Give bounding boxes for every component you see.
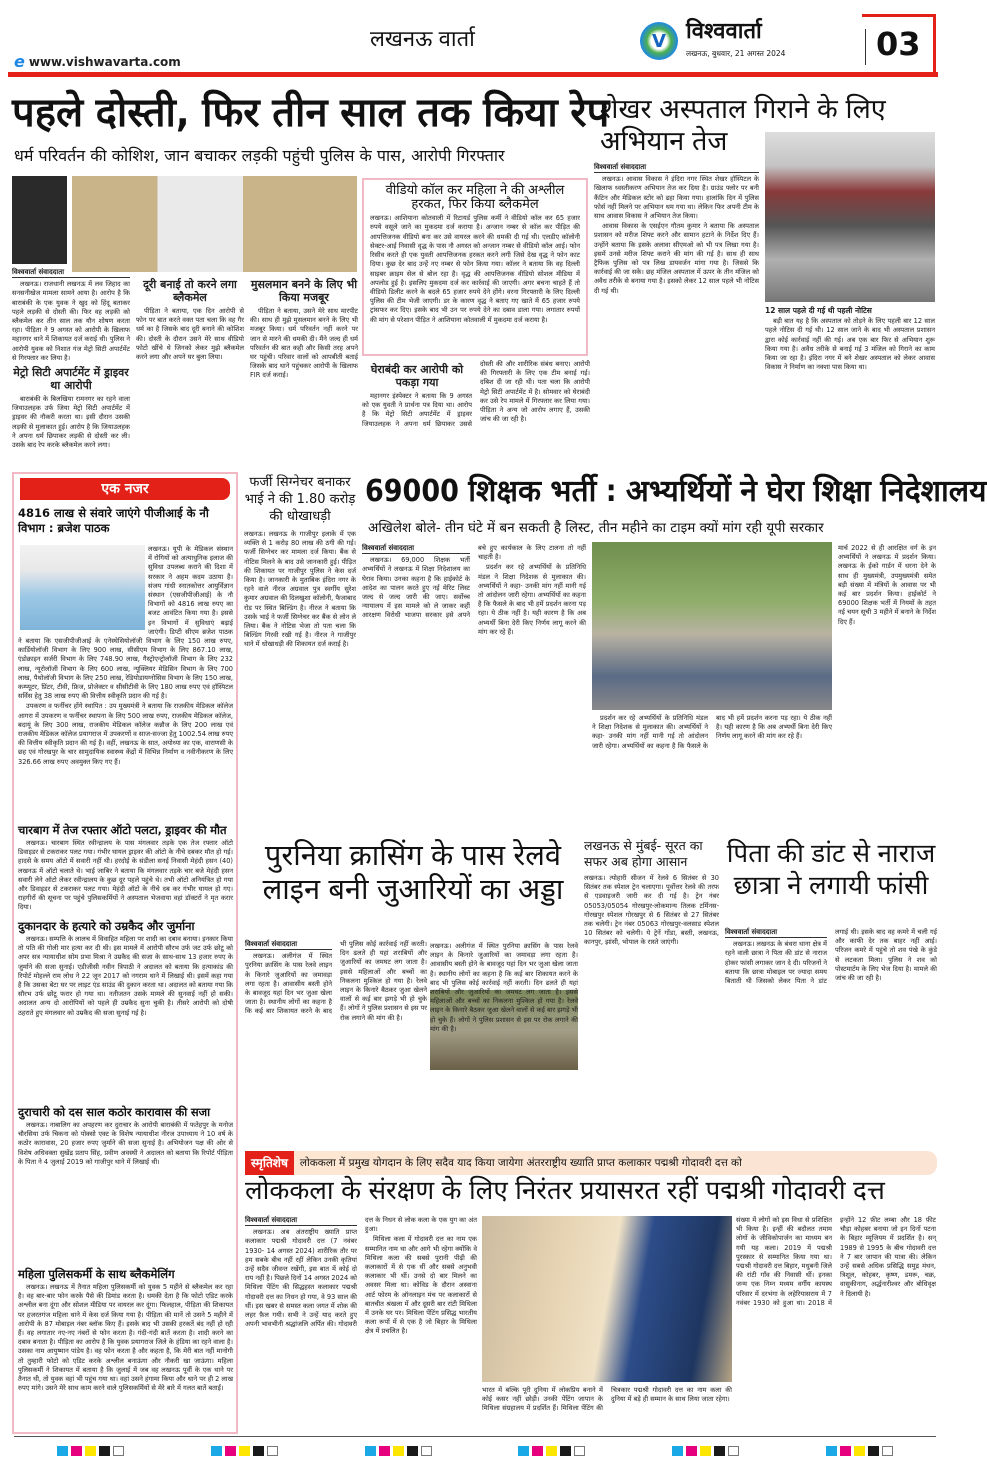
smriti-banner <box>245 1151 937 1175</box>
headline: 69000 शिक्षक भर्ती : अभ्यर्थियों ने घेरा शिक्षा निदेशालय <box>365 474 987 509</box>
brief-mahila: महिला पुलिसकर्मी के साथ ब्लैकमेलिंग लखनऊ। लखनऊ में तैनात महिला पुलिसकर्मी को युवक 5 महीने से ब्लैकमेल कर रहा है। वह बार-बार फोन करके पैसे की डिमांड करता है। धमकी देता है कि फोटो एडिट करके अश्लील बना दूंगा और सोशल मीडिया पर वायरल कर दूंगा। फिलहाल, पीड़िता की शिकायत पर हजरतगंज महिला थाने में केस दर्ज किया गया है। पीड़िता की मानें तो उसने 5 महीने में आरोपी के 87 मोबाइल नंबर ब्लॉक किए हैं। इसके बाद भी उसकी हरकतें बंद नहीं हो रही हैं। वह लगातार नए-नए नंबरों से फोन करता है। गंदी-गंदी बातें करता है। शादी करने का दबाव बनाता है। पीड़िता का आरोप है कि युवक प्रयागराज जिले के हंडिया का रहने वाला है। उसका नाम आयुष्मान पांडेय है। वह फोन करता है और कहता है, कि मेरी बात नहीं मानोगी तो तुम्हारी फोटो को एडिट करके अश्लील बनाऊंगा और नौकरी खा जाऊंगा। महिला पुलिसकर्मी ने शिकायत में बताया है कि जुलाई में जब वह लखनऊ पूर्वी के एक थाने पर तैनात थी, तो युवक वहां भी पहुंच गया था। वहां उसने हंगामा किया और थाने पर ही 2 लाख रुपए मांगे। उसने मेरे साथ काम करने वाले पुलिसकर्मियों से मेरे बारे में गलत बातें बताईं। <box>18 1267 233 1393</box>
headline: लखनऊ से मुंबई- सूरत का सफर अब होगा आसान <box>584 838 703 869</box>
story-body: प्रदर्शन कर रहे अभ्यर्थियों के प्रतिनिधि मंडल ने शिक्षा निदेशक से मुलाकात की। अभ्यर्थियों ने कहा- उनकी मांग नहीं मानी गई तो आंदोलन जारी रहेगा। अभ्यर्थियों का कहना है कि फैसले के बाद भी हमें प्रदर्शन करना पड़ रहा। ये ठीक नहीं है। यही कारण है कि अब अभ्यर्थी बिना देरी किए निर्णय लागू करने की मांग कर रहे हैं। <box>592 714 832 750</box>
section-title: लखनऊ वार्ता <box>370 27 475 52</box>
story-body: लखनऊ। लखनऊ के गाजीपुर इलाके में एक व्यक्ति से 1 करोड़ 80 लाख की ठगी की गई। फर्जी सिग्नेचर कर मामला दर्ज किया। बैंक से नोटिस मिलने के बाद उसे जानकारी हुई। पीड़ित की शिकायत पर गाजीपुर पुलिस ने केस दर्ज किया है। जानकारी के मुताबिक इंदिरा नगर के रहने वाले नीरज अग्रवाल पुत्र स्वर्गीय सुरेश कुमार अग्रवाल की दिलखुशा कॉलोनी, फैजाबाद रोड पर स्थित बिल्डिंग है। नीरज ने बताया कि उसके भाई ने फर्जी सिग्नेचर कर बैंक से लोन ले लिया। बैंक ने नोटिस भेजा तो पता चला कि बिल्डिंग गिरवी रखी गई है। नीरज ने गाजीपुर थाने में धोखाधड़ी की शिकायत दर्ज कराई है। <box>244 530 356 649</box>
headline: 4816 लाख से संवारे जाएंगे पीजीआई के नौ विभाग : ब्रजेश पाठक <box>18 506 209 535</box>
story-body: विश्ववार्ता संवाददाता लखनऊ। लखनऊ के बंथरा थाना क्षेत्र में रहने वाली छात्रा ने पिता की डांट से नाराज होकर फांसी लगाकर जान दे दी। परिजनों ने बताया कि छात्रा मोबाइल पर ज्यादा समय बिताती थी जिसको लेकर पिता ने डांट लगाई थी। इसके बाद वह कमरे में चली गई और काफी देर तक बाहर नहीं आई। परिजन कमरे में पहुंचे तो शव पंखे के कुंडे से लटकता मिला। पुलिस ने शव को पोस्टमार्टम के लिए भेज दिया है। मामले की जांच की जा रही है। <box>725 928 937 986</box>
story-body: घेराबंदी कर आरोपी को पकड़ा गया महानगर इंस्पेक्टर ने बताया कि 9 अगस्त को एक युवती ने प्रार्थना पत्र दिया था। आरोप है कि मेट्रो सिटी अपार्टमेंट में ड्राइवर जियाउलहक ने अपना धर्म छिपाकर उससे दोस्ती की और शारीरिक संबंध बनाए। आरोपी की गिरफ्तारी के लिए एक टीम बनाई गई। दबिश दी जा रही थी। पता चला कि आरोपी मेट्रो सिटी अपार्टमेंट में है। सोमवार को घेराबंदी कर उसे रेप मामले में गिरफ्तार कर लिया गया। पीड़िता ने अन्य जो आरोप लगाए हैं, उसकी जांच की जा रही है। <box>362 360 590 428</box>
website[interactable]: e www.vishwavarta.com <box>14 52 181 71</box>
headline: फर्जी सिग्नेचर बनाकर भाई ने की 1.80 करोड़ की धोखाधड़ी <box>244 475 356 524</box>
subheadline: धर्म परिवर्तन की कोशिश, जान बचाकर लड़की पहुंची पुलिस के पास, आरोपी गिरफ्तार <box>14 146 505 165</box>
dateline: लखनऊ, बुधवार, 21 अगस्त 2024 <box>686 49 786 58</box>
cmyk-mark <box>518 1446 585 1456</box>
story-body: लखनऊ। त्योहारी सीजन में रेलवे 6 सितंबर से 30 सितंबर तक स्पेशल ट्रेन चलाएगा। पूर्वोत्तर रेलवे की तरफ से एडवाइजरी जारी कर दी गई है। ट्रेन नंबर 05053/05054 गोरखपुर-लोकमान्य तिलक टर्मिनस-गोरखपुर स्पेशल गोरखपुर से 6 सितंबर से 27 सितंबर तक चलेगी। ट्रेन नंबर 05063 गोरखपुर-वलसाड स्पेशल 10 सितंबर को चलेगी। ये ट्रेनें गोंडा, बस्ती, लखनऊ, कानपुर, झांसी, भोपाल के रास्ते जाएंगी। <box>584 874 719 947</box>
story-body: 12 साल पहले दी गई थी पहली नोटिस बड़ी बात यह है कि अस्पताल को तोड़ने के लिए पहली बार 12 साल पहले नोटिस दी गई थी। 12 साल जाने के बाद भी अस्पताल प्रशासन द्वारा कोई कार्रवाई नहीं की गई। अब एक बार फिर से अभियान शुरू किया गया है। अवैध तरीके से बनाई गई 3 मंजिल को गिराने का काम किया जा रहा है। इंदिरा नगर में बने शेखर अस्पताल को लेकर आवास विकास ने निर्माण का नक्शा पास किया था। <box>765 306 935 372</box>
story-body: विश्ववार्ता संवाददाता लखनऊ। अलीगंज में स्थित पुरनिया क्रासिंग के पास रेलवे लाइन के किनारे जुआरियों का जमावड़ा लगा रहता है। आवासीय बस्ती होने के बावजूद यहां दिन भर जुआ खेला जाता है। स्थानीय लोगों का कहना है कि कई बार शिकायत करने के बाद भी पुलिस कोई कार्रवाई नहीं करती। दिन ढलते ही यहां शराबियों और जुआरियों का जमघट लग जाता है। इससे महिलाओं और बच्चों का निकलना मुश्किल हो गया है। रेलवे लाइन के किनारे बैठकर जुआ खेलने वालों से कई बार झगड़े भी हो चुके हैं। लोगों ने पुलिस प्रशासन से इस पर रोक लगाने की मांग की है। <box>245 940 427 1022</box>
photo-police-accused <box>72 176 357 272</box>
print-registration-marks <box>14 1446 936 1456</box>
cmyk-mark <box>672 1446 739 1456</box>
story-body: लखनऊ। अलीगंज में स्थित पुरनिया क्रासिंग के पास रेलवे लाइन के किनारे जुआरियों का जमावड़ा लगा रहता है। आवासीय बस्ती होने के बावजूद यहां दिन भर जुआ खेला जाता है। स्थानीय लोगों का कहना है कि कई बार शिकायत करने के बाद भी पुलिस कोई कार्रवाई नहीं करती। दिन ढलते ही यहां शराबियों और जुआरियों का जमघट लग जाता है। इससे महिलाओं और बच्चों का निकलना मुश्किल हो गया है। रेलवे लाइन के किनारे बैठकर जुआ खेलने वालों से कई बार झगड़े भी हो चुके हैं। लोगों ने पुलिस प्रशासन से इस पर रोक लगाने की मांग की है। <box>430 942 578 1033</box>
story-body: मार्च 2022 से ही आरक्षित वर्ग के इन अभ्यर्थियों ने लखनऊ में प्रदर्शन किया। लखनऊ के ईको गार्डन में धरना देने के साथ ही मुख्यमंत्री, उपमुख्यमंत्री समेत बड़ी संख्या में मंत्रियों के आवास पर भी कई बार प्रदर्शन किया। हाईकोर्ट ने 69000 शिक्षक भर्ती में नियमों के तहत नई चयन सूची 3 महीने में बनाने के निर्देश दिए हैं। <box>838 544 936 626</box>
cmyk-mark <box>211 1446 278 1456</box>
brief-dukandar: दुकानदार के हत्यारे को उम्रकैद और जुर्माना लखनऊ। सम्पत्ति के लालच में विवाहित महिला पर शादी का दबाव बनाया। इनकार किया तो पति की गोली मार हत्या कर दी थी। इस मामले में आरोपी सौरभ उर्फ जट उर्फ छोटू को अपर सत्र न्यायाधीश सोम प्रभा मिश्रा ने उम्रकैद की सजा के साथ-साथ 13 हजार रुपए के जुर्माने की सजा सुनाई। एडीजीसी नवीन त्रिपाठी ने अदालत को बताया कि हत्याकांड की रिपोर्ट मोहल्ले राम लोध ने 22 जून 2017 को नगराम थाने में लिखाई थी। इसमें कहा गया है कि उसका बेटा घर पर लाइट एंड साउंड की दुकान करता था। अदालत को बताया गया कि सौरभ उर्फ छोटू फरार हो गया था। नतीजतन उसके मामले की सुनवाई नहीं हो सकी। अदालत अन्य दो आरोपियों को पहले ही उम्रकैद सुना चुकी है। तीसरे आरोपी को दोषी ठहराते हुए मंगलवार को उम्रकैद की सजा सुनाई गई है। <box>18 919 233 1017</box>
headline: लोककला के संरक्षण के लिए निरंतर प्रयासरत रहीं पद्मश्री गोदावरी दत्त <box>245 1176 885 1206</box>
header-rule <box>8 72 938 77</box>
headline: शेखर अस्पताल गिराने के लिए अभियान तेज <box>600 94 886 157</box>
story-body: लखनऊ। यूपी के मेडिकल संस्थान में रोगियों को अत्याधुनिक इलाज की सुविधा उपलब्ध कराने की दिशा में सरकार ने अहम कदम उठाया है। संजय गांधी स्नातकोत्तर आयुर्विज्ञान संस्थान (एसजीपीजीआई) के नौ विभागों को 4816 लाख रुपए का बजट आवंटित किया गया है। इससे इन विभागों में सुविधाएं बढ़ाई जाएंगी। डिप्टी सीएम ब्रजेश पाठक ने बताया कि एसजीपीजीआई के एनेस्थेसियोलॉजी विभाग के लिए 150 लाख रुपए, कार्डियोलॉजी विभाग के लिए 900 लाख, सीसीएम विभाग के लिए 867.10 लाख, एंडोक्राइन सर्जरी विभाग के लिए 748.90 लाख, गैस्ट्रोएन्ट्रोलॉजी विभाग के लिए 232 लाख, न्यूरोलॉजी विभाग के लिए 600 लाख, न्यूक्लियर मेडिसिन विभाग के लिए 700 लाख, पैथोलॉजी विभाग के लिए 250 लाख, रेडियोडायग्नोसिस विभाग के लिए 150 लाख, कम्प्यूटर, प्रिंटर, टीवी, फ्रिज, प्रोजेक्टर व सीसीटीवी के लिए 180 लाख रुपए एवं हॉस्पिटल सर्विस हेतु 38 लाख रुपए की वित्तीय स्वीकृति प्रदान की गई है। उपकरण व फर्नीचर होंगे स्थापित : उप मुख्यमंत्री ने बताया कि राजकीय मेडिकल कॉलेज आगरा में उपकरण व फर्नीचर स्थापना के लिए 500 लाख रुपए, राजकीय मेडिकल कॉलेज, बदायूं के लिए 300 लाख, राजकीय मेडिकल कॉलेज कन्नौज के लिए 200 लाख एवं राजकीय मेडिकल कॉलेज प्रयागराज में उपकरणों व साज-सज्जा हेतु 1002.54 लाख रुपए की वित्तीय स्वीकृति प्रदान की गई है। वहीं, लखनऊ के सात, अयोध्या का एक, वाराणसी के छह एवं गोरखपुर के चार सामुदायिक स्वास्थ्य केंद्रों में विभिन्न निर्माण व नवीनीकरण के लिए 326.66 लाख रुपए अवमुक्त किए गए हैं। <box>18 545 233 766</box>
browser-icon: e <box>14 52 25 71</box>
masthead-logo: V <box>640 22 678 60</box>
photo-godavari-dutt <box>482 1216 732 1382</box>
photo-protest <box>592 542 832 710</box>
kicker: लोककला में प्रमुख योगदान के लिए सदैव याद किया जायेगा अंतरराष्ट्रीय ख्याति प्राप्त कलाकार पद्मश्री गोदावरी दत्त को <box>299 1157 742 1169</box>
brand-name: विश्ववार्ता <box>686 19 762 44</box>
cmyk-mark <box>57 1446 124 1456</box>
brief-charbagh: चारबाग में तेज रफ्तार ऑटो पलटा, ड्राइवर की मौत लखनऊ। चारबाग स्थित रवीन्द्रालय के पास मंगलवार तड़के एक तेज रफ्तार ऑटो डिवाइडर से टकराकर पलट गया। गंभीर घायल ड्राइवर की ऑटो के नीचे दबकर मौत हो गई। हादसे के समय ऑटो में सवारी नहीं थी। हरदोई के संडीला सनई निवासी मेहंदी हसन (40) लखनऊ में ऑटो चलाते थे। भाई जाबिर ने बताया कि मंगलवार तड़के चार बजे मेहंदी हसन सवारी लेने ऑटो लेकर रवीन्द्रालय के कुछ दूर पहले पहुंचे थे। तभी ऑटो अनियंत्रित हो गया और डिवाइडर से टकराकर पलट गया। मेहंदी ऑटो के नीचे दब कर गंभीर घायल हो गए। राहगीरों की सूचना पर पहुंचे पुलिसकर्मियों ने अस्पताल भेजवाया वहां डॉक्टरों ने मृत करार दिया। <box>18 823 233 912</box>
story-body: विश्ववार्ता संवाददाता लखनऊ। 69,000 शिक्षक भर्ती अभ्यर्थियों ने लखनऊ में शिक्षा निदेशालय का घेराव किया। उनका कहना है कि हाईकोर्ट के आदेश का पालन करते हुए नई मेरिट लिस्ट जल्द से जल्द जारी की जाए। सर्वोच्च न्यायालय में इस मामले को ले जाकर कहीं आरक्षण विरोधी भाजपा सरकार इसे अपने बचे हुए कार्यकाल के लिए टालना तो नहीं चाहती है। प्रदर्शन कर रहे अभ्यर्थियों के प्रतिनिधि मंडल ने शिक्षा निदेशक से मुलाकात की। अभ्यर्थियों ने कहा- उनकी मांग नहीं मानी गई तो आंदोलन जारी रहेगा। अभ्यर्थियों का कहना है कि फैसले के बाद भी हमें प्रदर्शन करना पड़ रहा। ये ठीक नहीं है। यही कारण है कि अब अभ्यर्थी बिना देरी किए निर्णय लागू करने की मांग कर रहे हैं। <box>362 544 586 636</box>
story-body: विश्ववार्ता संवाददाता लखनऊ। राजधानी लखनऊ में लव जिहाद का सनसनीखेज मामला सामने आया है। आरोप है कि बाराबंकी के एक युवक ने खुद को हिंदू बताकर पहले लड़की से दोस्ती की। फिर वह लड़की को ब्लैकमेल कर तीन साल तक यौन शोषण करता रहा। पीड़िता ने 9 अगस्त को आरोपी के खिलाफ महानगर थाने में शिकायत दर्ज कराई थी। पुलिस ने आरोपी युवक को निशात गंज मेट्रो सिटी अपार्टमेंट से गिरफ्तार कर लिया है। मेट्रो सिटी अपार्टमेंट में ड्राइवर था आरोपी बाराबंकी के बिलखिया रामनगर का रहने वाला जियाउलहक उर्फ जिया मेट्रो सिटी अपार्टमेंट में ड्राइवर की नौकरी करता था। इसी दौरान उसकी लड़की से मुलाकात हुई। आरोप है कि जियाउलहक ने अपना धर्म छिपाकर लड़की से दोस्ती कर ली। उसके बाद रेप करके ब्लैकमेल करने लगा। <box>12 268 130 450</box>
brief-durachari: दुराचारी को दस साल कठोर कारावास की सजा लखनऊ। नाबालिग का अपहरण कर दुराचार के आरोपी बाराबंकी में फतेहपुर के मनोज चौरसिया उर्फ चिकना को पोक्सो एक्ट के विशेष न्यायाधीश नीरज उपाध्याय ने 10 वर्ष के कठोर कारावास, 20 हजार रुपए जुर्माने की सजा सुनाई है। अभियोजन पक्ष की ओर से विशेष अधिवक्ता सुखेंद्र प्रताप सिंह, प्रवीण अवस्थी ने अदालत को बताया कि रिपोर्ट पीड़िता के पिता ने 4 जुलाई 2019 को गाजीपुर थाने में लिखाई थी। <box>18 1105 233 1166</box>
headline: पुरनिया क्रासिंग के पास रेलवे लाइन बनी जुआरियों का अड्डा <box>262 838 564 906</box>
headline: पिता की डांट से नाराज छात्रा ने लगायी फांसी <box>726 839 936 901</box>
subheadline: अखिलेश बोले- तीन घंटे में बन सकती है लिस्ट, तीन महीने का टाइम क्यों मांग रही यूपी सरकार <box>368 520 824 536</box>
footer-rule <box>14 1436 936 1437</box>
cmyk-mark <box>365 1446 432 1456</box>
smriti-tag: स्मृतिशेष <box>245 1151 294 1175</box>
page-number-box <box>862 14 936 74</box>
photo-shekhar-hospital <box>765 132 935 302</box>
ek-nazar-label: एक नजर <box>20 478 230 500</box>
video-call-box: वीडियो कॉल कर महिला ने की अश्लील हरकत, फिर किया ब्लैकमेल लखनऊ। आशियाना कोतवाली में रिटायर्ड पुलिस कर्मी ने वीडियो कॉल कर 65 हजार रुपये वसूले जाने का मुकदमा दर्ज कराया है। अन्जान नम्बर से कॉल कर पीड़ित की आपत्तिजनक वीडियो बना कर उसे वायरल करने की धमकी दी गई थी। एलडीए कॉलोनी सेक्टर-आई निवासी वृद्ध के पास नौ अगस्त को अन्जान नम्बर से वीडियो कॉल आई। फोन रिसीव करते ही एक युवती आपत्तिजनक हरकत करने लगी जिसे देख वृद्ध ने फोन काट दिया। कुछ देर बाद उन्हें नए नम्बर से फोन किया गया। कॉलर ने बताया कि वह दिल्ली साइबर क्राइम सेल से बोल रहा है। वृद्ध की आपत्तिजनक वीडियो सोशल मीडिया में अपलोड हुई है। इसलिए मुकदमा दर्ज कर कार्रवाई की जाएगी। अगर बचना चाहते हैं तो वीडियो डिलीट करने के बदले 65 हजार रुपये देने होंगे। वरना गिरफ्तारी के लिए दिल्ली पुलिस की टीम भेजी जाएगी। डर के कारण वृद्ध ने बताए गए खाते में 65 हजार रुपये ट्रांसफर कर दिए। इसके बाद भी उन पर रुपये देने का दबाव डाला गया। लगातार रुपयों की मांग से परेशान पीड़ित ने आशियाना कोतवाली में मुकदमा दर्ज कराया है। <box>362 178 588 356</box>
story-body: मुसलमान बनने के लिए भी किया मजबूर पीड़िता ने बताया, उसने मेरे साथ मारपीट की। साथ ही मुझे मुसलमान बनने के लिए भी मजबूर किया। धर्म परिवर्तन नहीं करने पर जान से मारने की धमकी दी। मैंने जल्द ही धर्म परिवर्तन की बात कही और किसी तरह अपने घर पहुंची। परिवार वालों को आपबीती बताई जिसके बाद थाने पहुंचकर आरोपी के खिलाफ FIR दर्ज कराई। <box>250 278 358 380</box>
page-number: 03 <box>876 25 921 63</box>
story-body: विश्ववार्ता संवाददाता लखनऊ। आवास विकास ने इंदिरा नगर स्थित शेखर हॉस्पिटल के खिलाफ ध्वस्तीकरण अभियान तेज कर दिया है। ग्राउंड फ्लोर पर बनी कैंटिन और मेडिकल स्टोर को ढहा किया गया। हालांकि दिन में पुलिस फोर्स नहीं मिलने पर अभियान थम गया था। लेकिन फिर अपनी टीम के साथ आवास विकास ने अभियान तेज किया। आवास विकास के एसईएन गौतम कुमार ने बताया कि अस्पताल प्रशासन को मरीज शिफ्ट करने और सामान हटाने के निर्देश दिए हैं। उन्होंने बताया कि इसके अलावा सीएमओ को भी पत्र लिखा गया है। इसमें उनसे मरीज शिफ्ट कराने की मांग की गई है। साथ ही साथ ट्रैफिक पुलिस को पत्र लिख डायवर्जन मांगा गया है। जिससे कि कार्रवाई की जा सके। छह मंजिल अस्पताल में ऊपर के तीन मंजिल को अवैध तरीके से बनाया गया है। इसको लेकर 12 साल पहले भी नोटिस दी गई थी। <box>594 163 759 295</box>
photo-wrap-spacer <box>18 545 148 633</box>
headline: वीडियो कॉल कर महिला ने की अश्लील हरकत, फिर किया ब्लैकमेल <box>385 183 565 212</box>
headline: पहले दोस्ती, फिर तीन साल तक किया रेप <box>12 90 610 136</box>
story-body: विश्ववार्ता संवाददाता लखनऊ। अब अंतराष्ट्रीय ख्याति प्राप्त कलाकार पद्मश्री गोदावरी दत्त (7 नवंबर 1930- 14 अगस्त 2024) शारीरिक तौर पर हम सबके बीच नहीं रहीं लेकिन उनकी कृतियां उन्हें सदैव जीवन्त रखेंगी, इस बात में कोई दो राय नहीं है। पिछले दिनों 14 अगस्त 2024 को मिथिला पेंटिंग की सिद्धहस्त कलाकार पद्मश्री गोदावरी दत्त का निधन हो गया, वे 93 साल की थीं। इस खबर से समस्त कला जगत में शोक की लहर फ़ैल गयी। सभी ने उन्हें याद करते हुए अपनी भावभीनी श्रद्धांजलि अर्पित की। गोदावरी दत्त के निधन से लोक कला के एक युग का अंत हुआ। मिथिला कला में गोदावरी दत्त का नाम एक सम्मानित नाम था और आगे भी रहेगा क्योंकि वे मिथिला कला की सबसे पुरानी पीढ़ी की कलाकारों में से एक थीं और सबसे अनुभवी कलाकार भी थीं। उनसे दो बार मिलने का अवसर मिला था। कोविड के दौरान अस्वाना आर्ट फोरम के ऑनलाइन मंच पर कलाकारों से बातचीत श्रंखला में और दूसरी बार रांटी मिथिला में उनके घर पर। मिथिला पेंटिंग प्रसिद्ध भारतीय कला रूपों में से एक है जो बिहार के मिथिला क्षेत्र में प्रचलित है। <box>245 1216 477 1336</box>
photo-victim-silhouette <box>12 176 67 264</box>
story-body: संख्या में लोगों को इस विधा से प्रशिक्षित भी किया है। इन्हीं की बदौलत तमाम लोगों के जीविकोपार्जन का माध्यम बन गयी यह कला। 2019 में पद्मश्री पुरस्कार से सम्मानित किया गया था। पद्मश्री गोदावरी दत्त बिहार, मधुबनी जिले की रांटी गाँव की निवासी थीं। इनका जन्म एक निम्न मध्यम वर्गीय कायस्थ परिवार में दरभंगा के लहेरियासराय में 7 नवंबर 1930 को हुआ था। 2018 में इन्होंने 12 फ़ीट लम्बा और 18 फ़ीट चौड़ा कोहबर बनाया जो इन दिनों पटना के बिहार म्यूजियम में प्रदर्शित है। सन् 1989 से 1995 के बीच गोदावरी दत्त ने 7 बार जापान की यात्रा की। लेकिन उन्हें सबसे अधिक प्रसिद्धि समुद्र मंथन, त्रिशूल, कोहबर, कृष्ण, डमरू, चक्र, वासुकीनाग, अर्द्धनारीश्वर और बोधिवृक्ष ने दिलायी है। <box>736 1216 936 1307</box>
story-body: दूरी बनाई तो करने लगा ब्लैकमेल पीड़िता ने बताया, एक दिन आरोपी से फोन पर बात करते वक्त पता चला कि वह गैर धर्म का है जिसके बाद दूरी बनाने की कोशिश की। दोस्ती के दौरान उसने मेरे साथ वीडियो फोटो खींचे थे जिनको लेकर मुझे ब्लैकमेल करने लगा और अपने घर बुला लिया। <box>136 278 244 362</box>
story-body: भारत में बल्कि पूरी दुनिया में लोकप्रिय बनाने में कोई कसर नहीं छोड़ी। उनकी पेंटिंग जापान के मिथिला संग्रहालय में प्रदर्शित हैं। मिथिला पेंटिंग की चित्रकार पद्मश्री गोदावरी दत्त का नाम कला की दुनिया में बड़े ही सम्मान के साथ लिया जाता रहेगा। <box>482 1386 732 1413</box>
cmyk-mark <box>826 1446 893 1456</box>
